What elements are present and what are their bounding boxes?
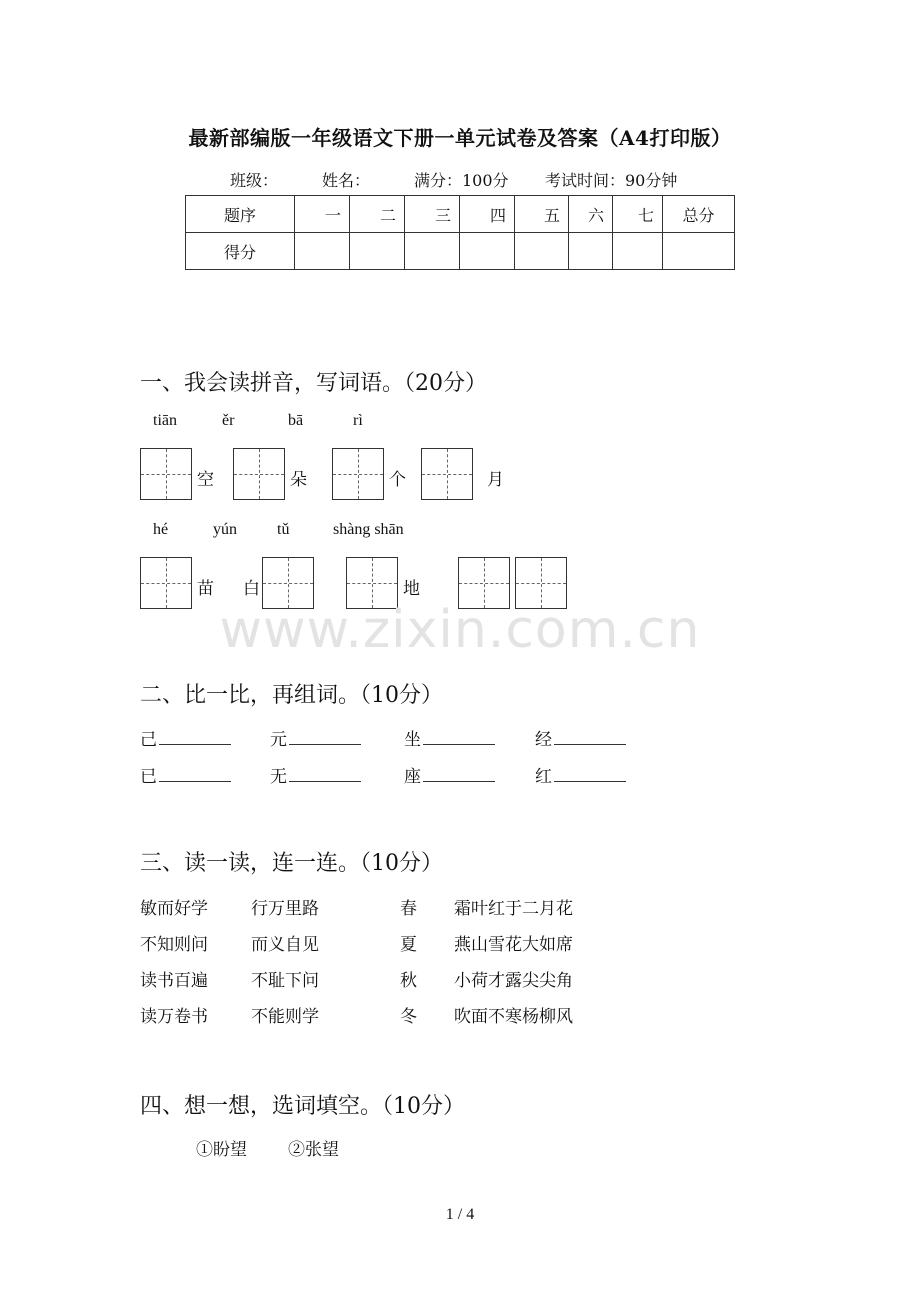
- header-cell: 五: [515, 196, 569, 233]
- compare-char: 无: [270, 767, 287, 787]
- pinyin: ěr: [222, 412, 235, 429]
- pinyin: hé: [153, 521, 169, 538]
- score-cell[interactable]: [663, 233, 735, 270]
- match-middle[interactable]: 不能则学: [251, 1007, 319, 1027]
- answer-blank[interactable]: [289, 765, 361, 782]
- match-middle[interactable]: 而义自见: [251, 935, 319, 955]
- compare-char: 经: [535, 730, 552, 750]
- given-character: 朵: [290, 470, 307, 490]
- writing-grid-box[interactable]: [421, 448, 473, 500]
- match-left[interactable]: 读书百遍: [140, 971, 208, 991]
- page-number: 1 / 4: [445, 1206, 475, 1223]
- page-title: 最新部编版一年级语文下册一单元试卷及答案（A4打印版）: [188, 126, 732, 150]
- answer-blank[interactable]: [159, 765, 231, 782]
- given-character: 白: [243, 579, 260, 599]
- score-cell[interactable]: [613, 233, 663, 270]
- score-table-header: [186, 196, 735, 233]
- header-cell: 七: [613, 196, 663, 233]
- section-3-heading: 三、读一读，连一连。（10分）: [140, 851, 443, 876]
- compare-char: 己: [140, 730, 157, 750]
- section-1-heading: 一、我会读拼音，写词语。（20分）: [140, 371, 487, 396]
- pinyin: bā: [288, 412, 304, 429]
- match-poem[interactable]: 燕山雪花大如席: [454, 935, 573, 955]
- match-season[interactable]: 春: [400, 899, 417, 919]
- header-cell: 二: [350, 196, 405, 233]
- score-cell[interactable]: [515, 233, 569, 270]
- header-cell: 六: [569, 196, 613, 233]
- match-season[interactable]: 夏: [400, 935, 417, 955]
- score-cell[interactable]: [569, 233, 613, 270]
- section-2-heading: 二、比一比，再组词。（10分）: [140, 683, 443, 708]
- compare-char: 已: [140, 767, 157, 787]
- compare-item: [270, 762, 361, 787]
- match-poem[interactable]: 吹面不寒杨柳风: [454, 1007, 573, 1027]
- given-character: 月: [487, 470, 504, 490]
- compare-item: [140, 725, 231, 750]
- writing-grid-box[interactable]: [140, 448, 192, 500]
- header-cell: 总分: [663, 196, 735, 233]
- compare-item: [270, 725, 361, 750]
- name-label: 姓名：: [322, 171, 371, 190]
- header-cell: 题序: [186, 196, 295, 233]
- score-cell[interactable]: [405, 233, 460, 270]
- header-cell: 四: [460, 196, 515, 233]
- score-cell[interactable]: [295, 233, 350, 270]
- answer-blank[interactable]: [423, 765, 495, 782]
- score-table-row: [186, 233, 735, 270]
- writing-grid-box[interactable]: [332, 448, 384, 500]
- header-cell: 三: [405, 196, 460, 233]
- answer-blank[interactable]: [554, 728, 626, 745]
- section-4-heading: 四、想一想，选词填空。（10分）: [140, 1094, 465, 1119]
- word-option: ②张望: [288, 1140, 339, 1160]
- compare-item: [140, 762, 231, 787]
- compare-item: [535, 725, 626, 750]
- pinyin: shàng shān: [333, 521, 404, 538]
- compare-item: [535, 762, 626, 787]
- pinyin: yún: [213, 521, 237, 538]
- given-character: 地: [403, 579, 420, 599]
- compare-item: [404, 762, 495, 787]
- given-character: 苗: [197, 579, 214, 599]
- match-season[interactable]: 冬: [400, 1007, 417, 1027]
- score-cell[interactable]: [460, 233, 515, 270]
- match-middle[interactable]: 不耻下问: [251, 971, 319, 991]
- match-poem[interactable]: 霜叶红于二月花: [454, 899, 573, 919]
- score-cell[interactable]: [350, 233, 405, 270]
- header-cell: 一: [295, 196, 350, 233]
- answer-blank[interactable]: [159, 728, 231, 745]
- pinyin: tiān: [153, 412, 177, 429]
- match-poem[interactable]: 小荷才露尖尖角: [454, 971, 573, 991]
- compare-char: 座: [404, 767, 421, 787]
- row-label: 得分: [186, 233, 295, 270]
- word-option: ①盼望: [196, 1140, 247, 1160]
- compare-char: 红: [535, 767, 552, 787]
- answer-blank[interactable]: [423, 728, 495, 745]
- full-score-label: 满分：100分: [414, 171, 509, 190]
- given-character: 个: [389, 470, 406, 490]
- class-label: 班级：: [230, 171, 279, 190]
- match-left[interactable]: 敏而好学: [140, 899, 208, 919]
- answer-blank[interactable]: [554, 765, 626, 782]
- match-left[interactable]: 读万卷书: [140, 1007, 208, 1027]
- match-season[interactable]: 秋: [400, 971, 417, 991]
- match-middle[interactable]: 行万里路: [251, 899, 319, 919]
- exam-time-label: 考试时间：90分钟: [545, 171, 678, 190]
- compare-char: 元: [270, 730, 287, 750]
- score-table: [185, 195, 735, 270]
- given-character: 空: [197, 470, 214, 490]
- pinyin: rì: [353, 412, 363, 429]
- pinyin: tǔ: [277, 521, 290, 538]
- answer-blank[interactable]: [289, 728, 361, 745]
- compare-item: [404, 725, 495, 750]
- compare-char: 坐: [404, 730, 421, 750]
- watermark: www.zixin.com.cn: [219, 600, 701, 660]
- match-left[interactable]: 不知则问: [140, 935, 208, 955]
- writing-grid-box[interactable]: [233, 448, 285, 500]
